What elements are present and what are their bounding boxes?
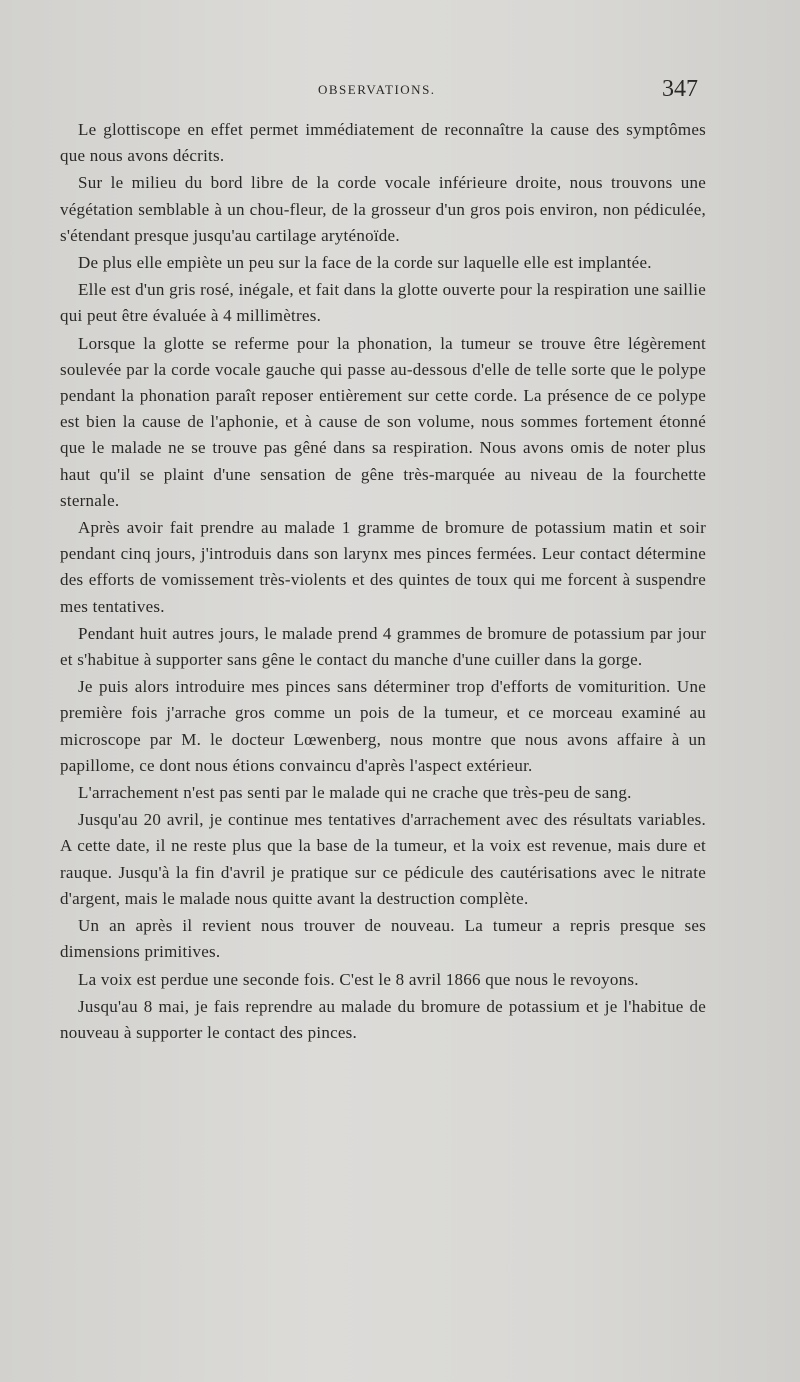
paragraph: Jusqu'au 8 mai, je fais reprendre au malade du bromure de potassium et je l'habitue de nouveau à supporter le contact des pinces. <box>60 996 706 1042</box>
paragraph: Lorsque la glotte se referme pour la phonation, la tumeur se trouve être légèrement soulevée par la corde vocale gauche qui passe au-dessous d'elle de telle sorte que le polype pendant la phonation paraît reposer entièrement sur cette corde. La présence de ce polype est bien la cause de l'aphonie, et à cause de son volume, nous sommes fortement étonné que le malade ne se trouve pas gêné dans sa respiration. Nous avons omis de noter plus haut qu'il se plaint d'une sensation de gêne très-marquée au niveau de la fourchette sternale. <box>60 333 706 510</box>
paragraph: Après avoir fait prendre au malade 1 gramme de bromure de potassium matin et soir pendant cinq jours, j'introduis dans son larynx mes pinces fermées. Leur contact détermine des efforts de vomissement très-violents et des quintes de toux qui me forcent à suspendre mes tentatives. <box>60 518 706 616</box>
running-head: OBSERVATIONS. <box>318 82 436 97</box>
paragraph: Le glottiscope en effet permet immédiatement de reconnaître la cause des symptômes que nous avons décrits. <box>60 120 706 166</box>
paragraph: Je puis alors introduire mes pinces sans déterminer trop d'efforts de vomiturition. Une première fois j'arrache gros comme un pois de la tumeur, et ce morceau examiné au microscope par M. le docteur Lœwenberg, nous montre que nous avons affaire à un papillome, ce dont nous étions convaincu d'après l'aspect extérieur. <box>60 677 706 775</box>
paragraph: Jusqu'au 20 avril, je continue mes tentatives d'arrachement avec des résultats variables. A cette date, il ne reste plus que la base de la tumeur, et la voix est revenue, mais dure et rauque. Jusqu'à la fin d'avril je pratique sur ce pédicule des cautérisations avec le nitrate d'argent, mais le malade nous quitte avant la destruction complète. <box>60 810 706 908</box>
paragraph: De plus elle empiète un peu sur la face de la corde sur laquelle elle est implantée. <box>78 253 652 273</box>
page-header <box>60 78 704 108</box>
body-text <box>60 117 706 1047</box>
paragraph: Elle est d'un gris rosé, inégale, et fait dans la glotte ouverte pour la respiration une saillie qui peut être évaluée à 4 millimètres. <box>60 280 706 326</box>
paragraph: L'arrachement n'est pas senti par le malade qui ne crache que très-peu de sang. <box>78 783 632 803</box>
paragraph: Pendant huit autres jours, le malade prend 4 grammes de bromure de potassium par jour et s'habitue à supporter sans gêne le contact du manche d'une cuiller dans la gorge. <box>60 623 706 670</box>
paragraph: Un an après il revient nous trouver de nouveau. La tumeur a repris presque ses dimensions primitives. <box>60 916 706 962</box>
paragraph: Sur le milieu du bord libre de la corde vocale inférieure droite, nous trouvons une végétation semblable à un chou-fleur, de la grosseur d'un gros pois environ, non pédiculée, s'étendant presque jusqu'au cartilage aryténoïde. <box>60 173 706 245</box>
paragraph: La voix est perdue une seconde fois. C'est le 8 avril 1866 que nous le revoyons. <box>78 969 639 989</box>
page-number: 347 <box>662 76 698 102</box>
